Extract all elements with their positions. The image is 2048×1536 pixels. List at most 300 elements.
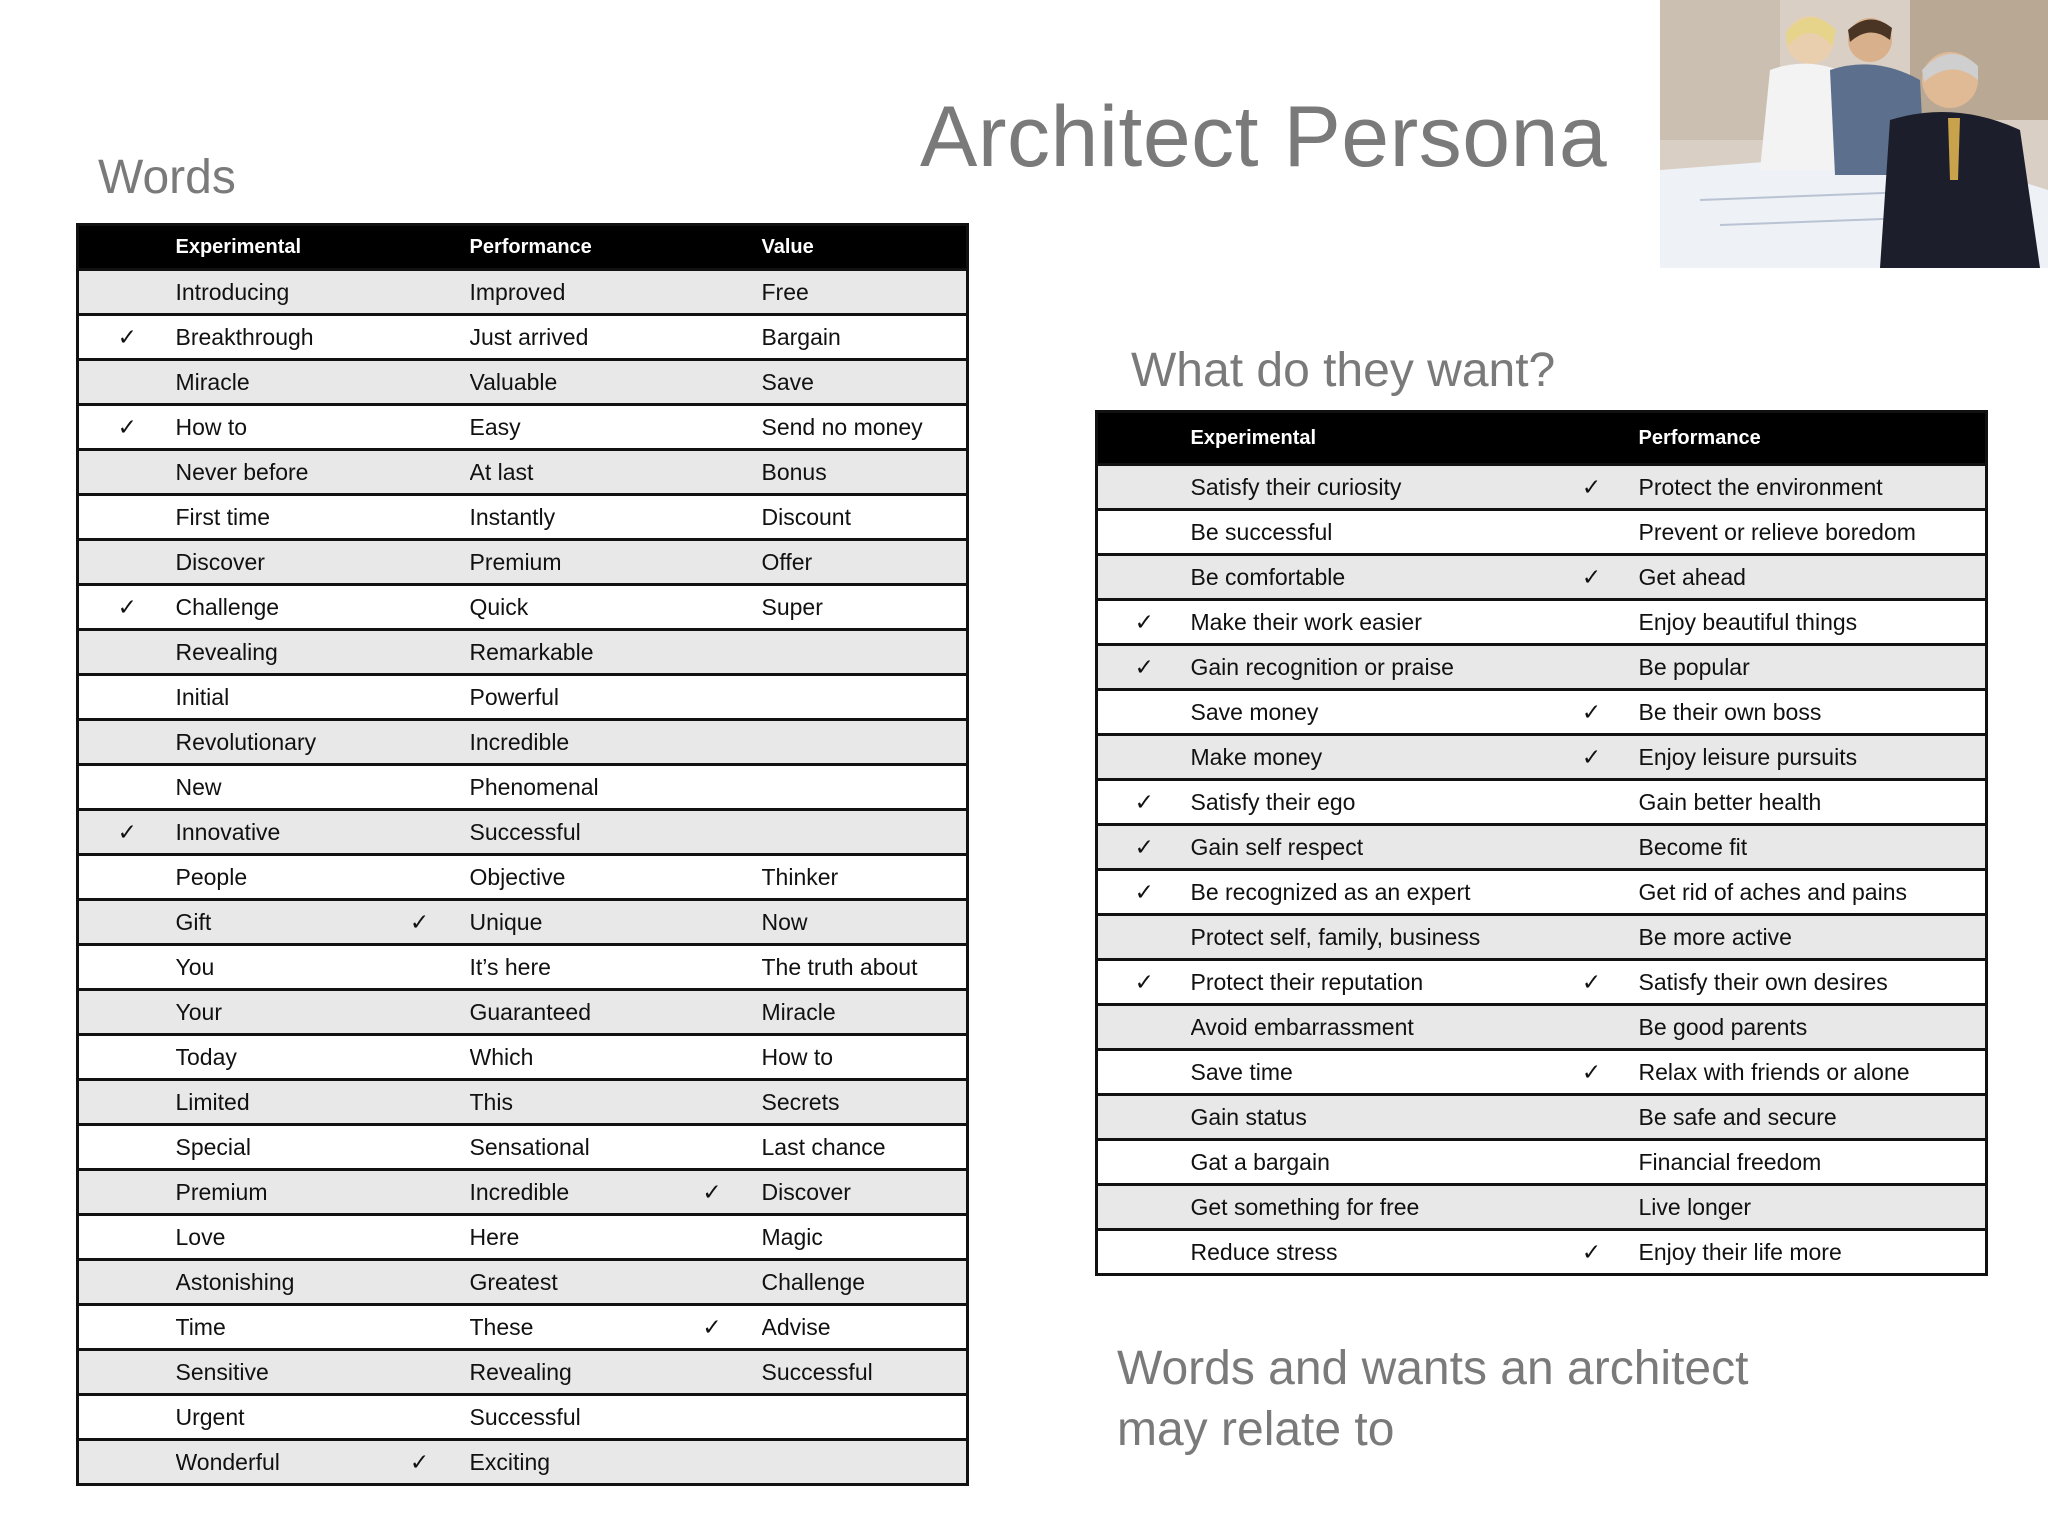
check-cell: [663, 990, 762, 1035]
cell-experimental: You: [176, 945, 370, 990]
check-cell: [78, 765, 176, 810]
check-cell: [1545, 555, 1639, 600]
check-cell: [78, 1125, 176, 1170]
table-row: [78, 675, 968, 720]
cell-value: Secrets: [762, 1080, 968, 1125]
check-cell: [663, 540, 762, 585]
wants-heading: What do they want?: [1131, 344, 1556, 397]
check-cell: [1545, 1230, 1639, 1275]
check-cell: [370, 1350, 470, 1395]
cell-experimental: Gat a bargain: [1191, 1140, 1545, 1185]
table-row: [78, 1035, 968, 1080]
cell-experimental: Gain status: [1191, 1095, 1545, 1140]
cell-value: Advise: [762, 1305, 968, 1350]
check-cell: [1097, 1140, 1191, 1185]
check-cell: [78, 315, 176, 360]
checkmark-icon: ✓: [1134, 653, 1154, 680]
page-title: Architect Persona: [920, 89, 1608, 185]
cell-experimental: People: [176, 855, 370, 900]
check-cell: [663, 495, 762, 540]
cell-performance: Guaranteed: [470, 990, 663, 1035]
check-cell: [78, 855, 176, 900]
checkmark-icon: ✓: [117, 593, 137, 620]
cell-performance: Get rid of aches and pains: [1639, 870, 1987, 915]
cell-value: Challenge: [762, 1260, 968, 1305]
check-cell: [370, 270, 470, 315]
header-performance: Performance: [1639, 412, 1987, 465]
check-cell: [1545, 1140, 1639, 1185]
check-cell: [78, 675, 176, 720]
cell-performance: Here: [470, 1215, 663, 1260]
check-cell: [1097, 510, 1191, 555]
cell-experimental: Make their work easier: [1191, 600, 1545, 645]
table-row: [78, 1170, 968, 1215]
cell-experimental: Be recognized as an expert: [1191, 870, 1545, 915]
cell-performance: Valuable: [470, 360, 663, 405]
caption: [1117, 1338, 1757, 1460]
check-cell: [1097, 555, 1191, 600]
check-cell: [663, 765, 762, 810]
cell-performance: Satisfy their own desires: [1639, 960, 1987, 1005]
cell-experimental: Save time: [1191, 1050, 1545, 1095]
check-cell: [370, 630, 470, 675]
check-cell: [663, 855, 762, 900]
check-cell: [78, 585, 176, 630]
table-row: [1097, 1140, 1987, 1185]
check-cell: [78, 1080, 176, 1125]
cell-value: [762, 765, 968, 810]
check-cell: [78, 630, 176, 675]
table-row: [1097, 735, 1987, 780]
cell-performance: Get ahead: [1639, 555, 1987, 600]
check-cell: [1545, 690, 1639, 735]
check-cell: [370, 450, 470, 495]
check-cell: [1545, 1095, 1639, 1140]
cell-experimental: Save money: [1191, 690, 1545, 735]
check-cell: [1545, 915, 1639, 960]
cell-value: Offer: [762, 540, 968, 585]
table-row: [1097, 690, 1987, 735]
table-row: [78, 855, 968, 900]
table-row: [78, 1260, 968, 1305]
header-performance: Performance: [470, 225, 663, 270]
check-cell: [663, 900, 762, 945]
check-cell: [1545, 735, 1639, 780]
cell-experimental: Be successful: [1191, 510, 1545, 555]
cell-value: Discount: [762, 495, 968, 540]
cell-performance: Be more active: [1639, 915, 1987, 960]
check-cell: [78, 1440, 176, 1485]
check-cell: [1097, 1230, 1191, 1275]
checkmark-icon: ✓: [1581, 1058, 1602, 1085]
check-cell: [663, 315, 762, 360]
cell-experimental: New: [176, 765, 370, 810]
check-cell: [1545, 1050, 1639, 1095]
cell-performance: Enjoy their life more: [1639, 1230, 1987, 1275]
table-row: [1097, 1005, 1987, 1050]
check-cell: [78, 720, 176, 765]
cell-value: Bargain: [762, 315, 968, 360]
check-cell: [1097, 600, 1191, 645]
cell-performance: Incredible: [470, 720, 663, 765]
check-cell: [1097, 825, 1191, 870]
check-cell: [1097, 1095, 1191, 1140]
table-row: [78, 450, 968, 495]
cell-experimental: Premium: [176, 1170, 370, 1215]
check-cell: [663, 450, 762, 495]
cell-experimental: Initial: [176, 675, 370, 720]
check-cell: [1545, 960, 1639, 1005]
cell-performance: Be safe and secure: [1639, 1095, 1987, 1140]
checkmark-icon: ✓: [409, 1448, 430, 1475]
cell-value: Miracle: [762, 990, 968, 1035]
check-cell: [78, 360, 176, 405]
checkmark-icon: ✓: [1134, 608, 1154, 635]
table-row: [78, 990, 968, 1035]
cell-experimental: Revolutionary: [176, 720, 370, 765]
check-cell: [370, 1215, 470, 1260]
cell-performance: Exciting: [470, 1440, 663, 1485]
cell-performance: Successful: [470, 810, 663, 855]
cell-experimental: Challenge: [176, 585, 370, 630]
check-cell: [1545, 870, 1639, 915]
check-cell: [78, 1395, 176, 1440]
cell-performance: Remarkable: [470, 630, 663, 675]
cell-experimental: Make money: [1191, 735, 1545, 780]
cell-value: Thinker: [762, 855, 968, 900]
table-row: [1097, 1230, 1987, 1275]
checkmark-icon: ✓: [702, 1313, 722, 1340]
cell-value: [762, 1440, 968, 1485]
cell-experimental: Avoid embarrassment: [1191, 1005, 1545, 1050]
cell-value: Save: [762, 360, 968, 405]
check-cell: [370, 1125, 470, 1170]
check-cell: [78, 1305, 176, 1350]
cell-performance: Which: [470, 1035, 663, 1080]
header-value: Value: [762, 225, 968, 270]
check-cell: [663, 1215, 762, 1260]
check-cell: [78, 900, 176, 945]
check-cell: [370, 405, 470, 450]
cell-experimental: Special: [176, 1125, 370, 1170]
cell-experimental: Today: [176, 1035, 370, 1080]
check-cell: [1097, 1050, 1191, 1095]
checkmark-icon: ✓: [1581, 1238, 1602, 1265]
header-spacer: [1545, 412, 1639, 465]
cell-performance: Just arrived: [470, 315, 663, 360]
check-cell: [1545, 780, 1639, 825]
cell-experimental: Protect self, family, business: [1191, 915, 1545, 960]
check-cell: [1545, 825, 1639, 870]
cell-experimental: Satisfy their curiosity: [1191, 465, 1545, 510]
check-cell: [1097, 465, 1191, 510]
check-cell: [1097, 960, 1191, 1005]
table-row: [1097, 870, 1987, 915]
check-cell: [1097, 870, 1191, 915]
checkmark-icon: ✓: [1134, 788, 1154, 815]
table-row: [78, 630, 968, 675]
check-cell: [370, 585, 470, 630]
cell-experimental: Urgent: [176, 1395, 370, 1440]
check-cell: [78, 1260, 176, 1305]
cell-performance: Sensational: [470, 1125, 663, 1170]
cell-experimental: First time: [176, 495, 370, 540]
check-cell: [663, 360, 762, 405]
cell-performance: Protect the environment: [1639, 465, 1987, 510]
table-row: [78, 810, 968, 855]
cell-performance: Quick: [470, 585, 663, 630]
check-cell: [1545, 1005, 1639, 1050]
check-cell: [663, 1350, 762, 1395]
check-cell: [663, 630, 762, 675]
table-row: [1097, 780, 1987, 825]
cell-experimental: Sensitive: [176, 1350, 370, 1395]
caption-line-1: Words and wants an architect: [1117, 1342, 1749, 1395]
table-row: [1097, 825, 1987, 870]
cell-performance: Prevent or relieve boredom: [1639, 510, 1987, 555]
table-row: [1097, 645, 1987, 690]
check-cell: [663, 1305, 762, 1350]
cell-performance: Enjoy beautiful things: [1639, 600, 1987, 645]
cell-value: The truth about: [762, 945, 968, 990]
table-row: [1097, 1050, 1987, 1095]
check-cell: [78, 540, 176, 585]
checkmark-icon: ✓: [1134, 833, 1154, 860]
table-row: [1097, 465, 1987, 510]
header-spacer: [663, 225, 762, 270]
cell-experimental: Love: [176, 1215, 370, 1260]
check-cell: [370, 1080, 470, 1125]
check-cell: [78, 1350, 176, 1395]
header-experimental: Experimental: [1191, 412, 1545, 465]
words-table-header: [78, 225, 968, 270]
cell-experimental: Introducing: [176, 270, 370, 315]
cell-performance: Be good parents: [1639, 1005, 1987, 1050]
check-cell: [663, 675, 762, 720]
cell-performance: Incredible: [470, 1170, 663, 1215]
check-cell: [663, 585, 762, 630]
cell-value: Send no money: [762, 405, 968, 450]
check-cell: [370, 810, 470, 855]
check-cell: [370, 945, 470, 990]
check-cell: [663, 1125, 762, 1170]
check-cell: [78, 1035, 176, 1080]
check-cell: [1545, 465, 1639, 510]
cell-performance: This: [470, 1080, 663, 1125]
table-row: [78, 1440, 968, 1485]
cell-experimental: Time: [176, 1305, 370, 1350]
cell-experimental: Reduce stress: [1191, 1230, 1545, 1275]
header-spacer: [78, 225, 176, 270]
check-cell: [370, 1395, 470, 1440]
check-cell: [370, 1170, 470, 1215]
cell-performance: Be their own boss: [1639, 690, 1987, 735]
cell-value: How to: [762, 1035, 968, 1080]
check-cell: [1097, 780, 1191, 825]
check-cell: [1545, 1185, 1639, 1230]
cell-experimental: Gain recognition or praise: [1191, 645, 1545, 690]
table-row: [1097, 915, 1987, 960]
check-cell: [78, 405, 176, 450]
check-cell: [370, 360, 470, 405]
check-cell: [370, 540, 470, 585]
checkmark-icon: ✓: [1581, 473, 1602, 500]
table-row: [78, 1395, 968, 1440]
check-cell: [370, 765, 470, 810]
check-cell: [370, 675, 470, 720]
cell-experimental: Gift: [176, 900, 370, 945]
office-team-photo: [1660, 0, 2048, 268]
cell-performance: Financial freedom: [1639, 1140, 1987, 1185]
check-cell: [1097, 645, 1191, 690]
cell-performance: Revealing: [470, 1350, 663, 1395]
cell-performance: Powerful: [470, 675, 663, 720]
check-cell: [663, 1170, 762, 1215]
caption-line-2: may relate to: [1117, 1403, 1395, 1456]
table-row: [78, 405, 968, 450]
cell-experimental: Astonishing: [176, 1260, 370, 1305]
check-cell: [1545, 600, 1639, 645]
check-cell: [370, 315, 470, 360]
table-row: [1097, 1185, 1987, 1230]
check-cell: [663, 1395, 762, 1440]
cell-performance: Instantly: [470, 495, 663, 540]
check-cell: [663, 270, 762, 315]
table-row: [1097, 510, 1987, 555]
cell-value: Now: [762, 900, 968, 945]
cell-performance: At last: [470, 450, 663, 495]
table-row: [78, 1305, 968, 1350]
check-cell: [370, 1305, 470, 1350]
check-cell: [663, 720, 762, 765]
table-row: [78, 720, 968, 765]
check-cell: [370, 1035, 470, 1080]
wants-table: [1095, 410, 1988, 1276]
cell-value: Bonus: [762, 450, 968, 495]
cell-value: Magic: [762, 1215, 968, 1260]
table-row: [78, 900, 968, 945]
header-experimental: Experimental: [176, 225, 370, 270]
checkmark-icon: ✓: [1581, 968, 1602, 995]
cell-performance: Unique: [470, 900, 663, 945]
cell-value: [762, 675, 968, 720]
check-cell: [1097, 735, 1191, 780]
check-cell: [78, 270, 176, 315]
checkmark-icon: ✓: [117, 323, 137, 350]
check-cell: [370, 720, 470, 765]
cell-value: Successful: [762, 1350, 968, 1395]
check-cell: [78, 1215, 176, 1260]
cell-value: [762, 630, 968, 675]
checkmark-icon: ✓: [1134, 878, 1154, 905]
cell-experimental: Innovative: [176, 810, 370, 855]
check-cell: [78, 495, 176, 540]
wants-table-header: [1097, 412, 1987, 465]
table-row: [78, 1080, 968, 1125]
check-cell: [1097, 1005, 1191, 1050]
cell-performance: Greatest: [470, 1260, 663, 1305]
cell-experimental: Revealing: [176, 630, 370, 675]
cell-performance: These: [470, 1305, 663, 1350]
cell-experimental: Discover: [176, 540, 370, 585]
table-row: [78, 945, 968, 990]
cell-performance: Improved: [470, 270, 663, 315]
words-table: [76, 223, 969, 1486]
cell-experimental: Satisfy their ego: [1191, 780, 1545, 825]
checkmark-icon: ✓: [1581, 743, 1602, 770]
check-cell: [663, 405, 762, 450]
cell-experimental: Gain self respect: [1191, 825, 1545, 870]
cell-experimental: Wonderful: [176, 1440, 370, 1485]
cell-experimental: Be comfortable: [1191, 555, 1545, 600]
check-cell: [1097, 915, 1191, 960]
check-cell: [78, 990, 176, 1035]
table-row: [78, 1215, 968, 1260]
table-row: [78, 765, 968, 810]
cell-experimental: Your: [176, 990, 370, 1035]
cell-performance: Relax with friends or alone: [1639, 1050, 1987, 1095]
table-row: [1097, 960, 1987, 1005]
check-cell: [78, 945, 176, 990]
cell-value: [762, 1395, 968, 1440]
words-heading: Words: [98, 151, 236, 204]
check-cell: [663, 1260, 762, 1305]
check-cell: [78, 810, 176, 855]
cell-performance: Become fit: [1639, 825, 1987, 870]
checkmark-icon: ✓: [117, 818, 137, 845]
checkmark-icon: ✓: [1581, 563, 1602, 590]
check-cell: [1097, 690, 1191, 735]
cell-experimental: Limited: [176, 1080, 370, 1125]
cell-performance: It’s here: [470, 945, 663, 990]
checkmark-icon: ✓: [1134, 968, 1154, 995]
table-row: [1097, 600, 1987, 645]
check-cell: [78, 450, 176, 495]
cell-experimental: Get something for free: [1191, 1185, 1545, 1230]
table-row: [78, 360, 968, 405]
table-row: [78, 585, 968, 630]
photo-illustration: [1660, 0, 2048, 268]
table-row: [78, 1350, 968, 1395]
cell-experimental: How to: [176, 405, 370, 450]
check-cell: [1545, 510, 1639, 555]
cell-experimental: Protect their reputation: [1191, 960, 1545, 1005]
checkmark-icon: ✓: [117, 413, 137, 440]
cell-experimental: Miracle: [176, 360, 370, 405]
cell-performance: Live longer: [1639, 1185, 1987, 1230]
checkmark-icon: ✓: [702, 1178, 722, 1205]
cell-value: Free: [762, 270, 968, 315]
checkmark-icon: ✓: [1581, 698, 1602, 725]
table-row: [1097, 555, 1987, 600]
cell-performance: Phenomenal: [470, 765, 663, 810]
cell-value: [762, 720, 968, 765]
cell-experimental: Breakthrough: [176, 315, 370, 360]
table-row: [78, 540, 968, 585]
header-spacer: [370, 225, 470, 270]
table-row: [78, 315, 968, 360]
cell-value: [762, 810, 968, 855]
check-cell: [663, 1440, 762, 1485]
check-cell: [663, 1035, 762, 1080]
cell-performance: Successful: [470, 1395, 663, 1440]
check-cell: [663, 945, 762, 990]
header-spacer: [1097, 412, 1191, 465]
cell-performance: Premium: [470, 540, 663, 585]
cell-performance: Easy: [470, 405, 663, 450]
table-row: [78, 495, 968, 540]
table-row: [1097, 1095, 1987, 1140]
